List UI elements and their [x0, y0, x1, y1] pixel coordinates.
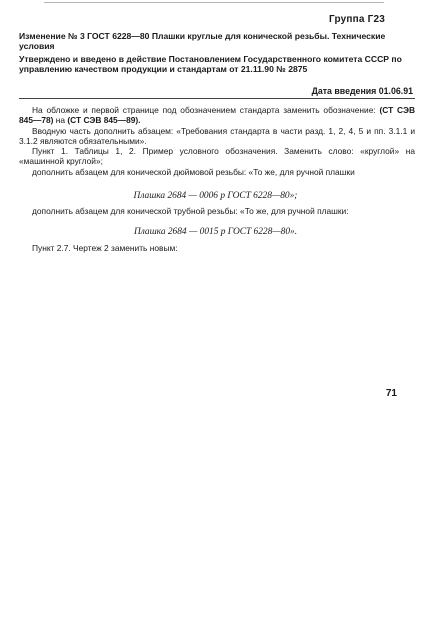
old-standard-ref: (СТ СЭВ 845—78)	[19, 105, 415, 126]
amendment-title: Изменение № 3 ГОСТ 6228—80 Плашки круглые для конической резьбы. Технические условия	[19, 31, 386, 52]
group-label: Группа Г23	[328, 14, 385, 25]
designation-example-2: Плашка 2684 — 0015 р ГОСТ 6228—80».	[133, 227, 298, 237]
top-edge-rule	[44, 2, 384, 3]
body-block-3	[19, 243, 415, 253]
paragraph-point-1: Пункт 1. Таблицы 1, 2. Пример условного обозначения. Заменить слово: «круглой» на «машинной круглой»;	[19, 146, 415, 167]
paragraph-text: на	[53, 115, 68, 126]
body-block-1	[19, 105, 415, 177]
paragraph-inch-thread: дополнить абзацем для конической дюймовой резьбы: «То же, для ручной плашки	[32, 166, 355, 177]
paragraph-cover-designation	[19, 105, 415, 126]
paragraph-text: На обложке и первой странице под обозначением стандарта заменить обозначение:	[32, 105, 380, 115]
paragraph-point-2-7: Пункт 2.7. Чертеж 2 заменить новым:	[32, 243, 178, 253]
new-standard-ref: (СТ СЭВ 845—89).	[67, 115, 141, 126]
approval-statement: Утверждено и введено в действие Постановлением Государственного комитета СССР по управлению качеством продукции и стандартам от 21.11.90 № 2875	[19, 54, 402, 75]
paragraph-intro-addition: Вводную часть дополнить абзацем: «Требования стандарта в части разд. 1, 2, 4, 5 и пп. 3.1.1 и 3.1.2 являются обязательными».	[19, 125, 415, 146]
paragraph-pipe-thread: дополнить абзацем для конической трубной резьбы: «То же, для ручной плашки:	[32, 206, 349, 216]
body-block-2	[19, 206, 415, 216]
date-underline	[19, 98, 415, 99]
page-number: 71	[385, 388, 397, 399]
introduction-date: Дата введения 01.06.91	[311, 86, 413, 96]
designation-example-1: Плашка 2684 — 0006 р ГОСТ 6228—80»;	[133, 191, 298, 201]
